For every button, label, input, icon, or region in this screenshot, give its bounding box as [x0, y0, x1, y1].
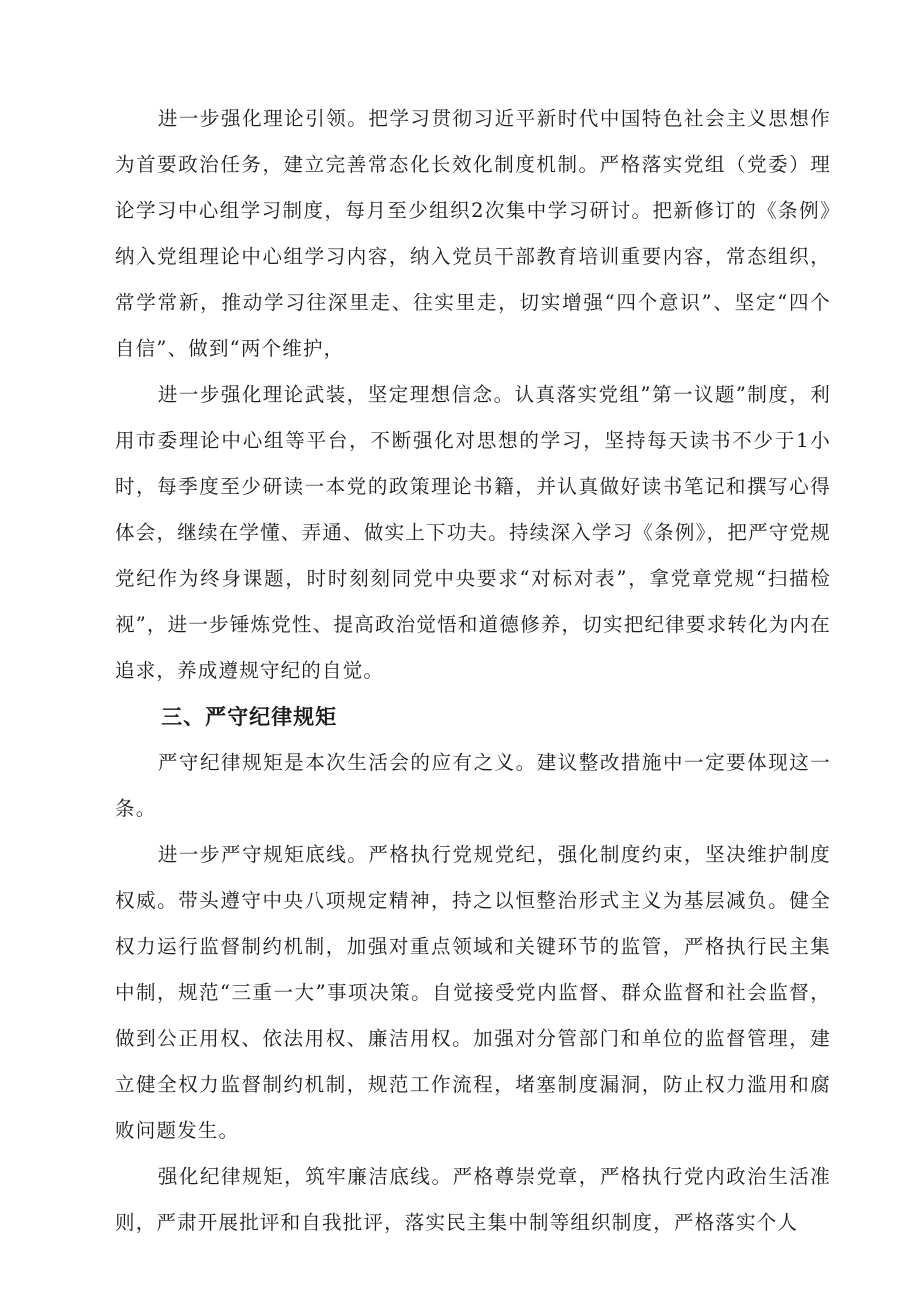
paragraph-theory-armament: 进一步强化理论武装，坚定理想信念。认真落实党组”第一议题”制度，利用市委理论中心组等平台，不断强化对思想的学习，坚持每天读书不少于1小时，每季度至少研读一本党的政策理论书籍，并认真做好读书笔记和撰写心得体会，继续在学懂、弄通、做实上下功夫。持续深入学习《条例》，把严守党规党纪作为终身课题，时时刻刻同党中央要求“对标对表”，拿党章党规“扫描检视”，进一步锤炼党性、提高政治觉悟和道德修养，切实把纪律要求转化为内在追求，养成遵规守纪的自觉。 [115, 383, 831, 682]
paragraph-theory-guidance: 进一步强化理论引领。把学习贯彻习近平新时代中国特色社会主义思想作为首要政治任务，建立完善常态化长效化制度机制。严格落实党组（党委）理论学习中心组学习制度，每月至少组织2次集中学习研讨。把新修订的《条例》纳入党组理论中心组学习内容，纳入党员干部教育培训重要内容，常态组织，常学常新，推动学习往深里走、往实里走，切实增强“四个意识”、坚定“四个自信”、做到“两个维护， [115, 107, 831, 360]
paragraph-rules-bottom-line: 进一步严守规矩底线。严格执行党规党纪，强化制度约束，坚决维护制度权威。带头遵守中央八项规定精神，持之以恒整治形式主义为基层减负。健全权力运行监督制约机制，加强对重点领域和关键环节的监管，严格执行民主集中制，规范“三重一大”事项决策。自觉接受党内监督、群众监督和社会监督，做到公正用权、依法用权、廉洁用权。加强对分管部门和单位的监督管理，建立健全权力监督制约机制，规范工作流程，堵塞制度漏洞，防止权力滥用和腐败问题发生。 [115, 843, 831, 1142]
section-heading: 三、严守纪律规矩 [161, 705, 338, 729]
document-body [115, 96, 831, 1246]
paragraph-integrity-bottom-line: 强化纪律规矩，筑牢廉洁底线。严格尊崇党章，严格执行党内政治生活准则，严肃开展批评和自我批评，落实民主集中制等组织制度，严格落实个人 [115, 1165, 831, 1234]
paragraph-discipline-intro: 严守纪律规矩是本次生活会的应有之义。建议整改措施中一定要体现这一条。 [115, 751, 831, 820]
